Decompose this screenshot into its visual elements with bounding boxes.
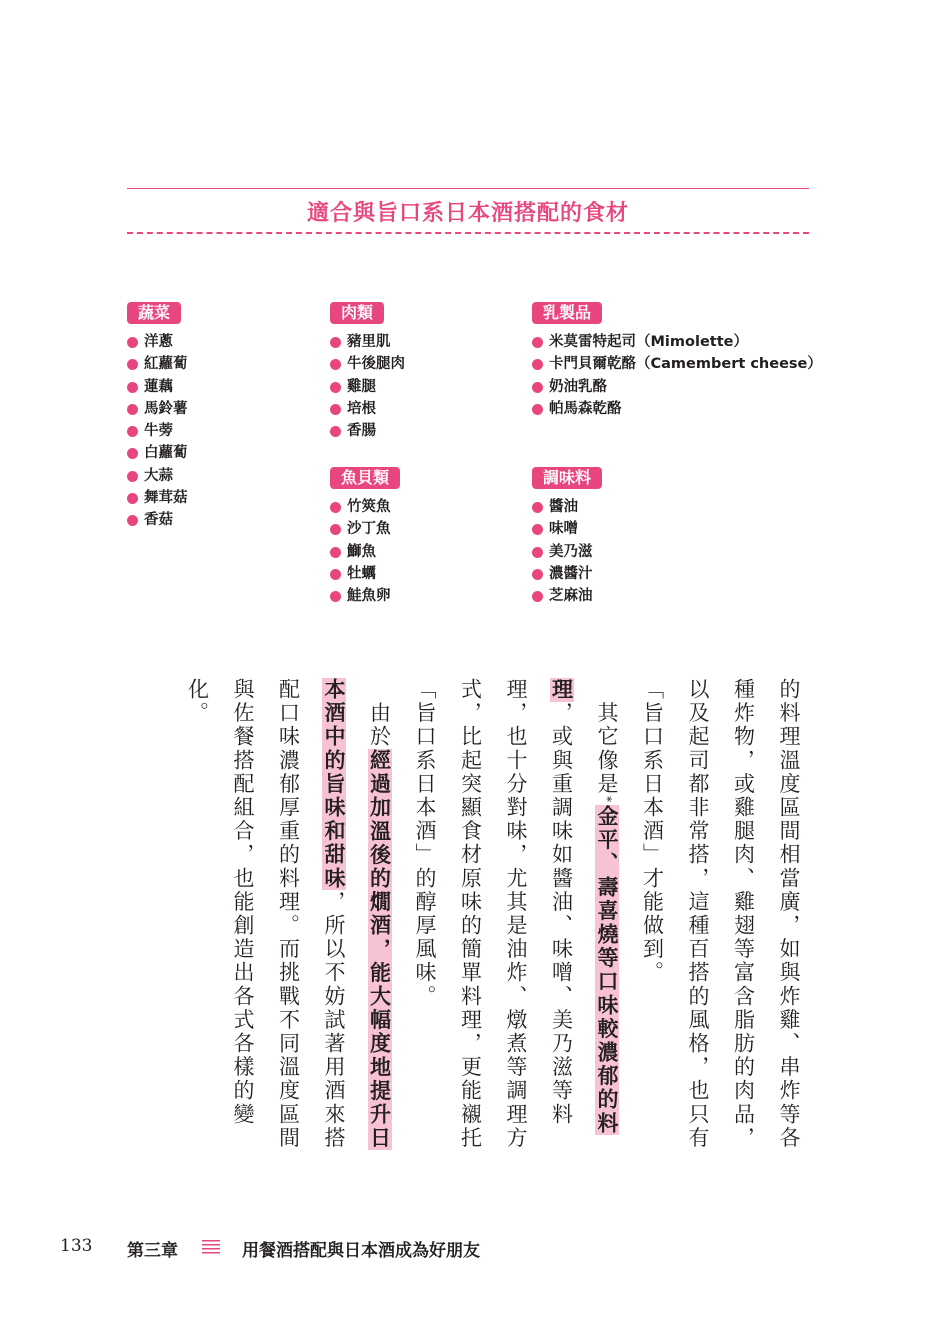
list-item: 豬里肌 [330,331,405,353]
vertical-body-text [174,678,811,1158]
category-label: 調味料 [532,467,602,489]
text-run: ，所以不妨試著用酒來搭配口味濃郁厚重的料理。而挑戰不同溫度區間與佐餐搭配組合，也能創造出各式各樣的變化。 [185,678,346,1151]
category-seasoning [532,467,602,607]
text-run: 其它像是 [595,701,619,797]
list-item: 白蘿蔔 [127,442,188,464]
list-item: 香腸 [330,420,405,442]
list-item: 沙丁魚 [330,518,400,540]
list-item: 牛蒡 [127,420,188,442]
list-item: 帕馬森乾酪 [532,398,822,420]
box-top-rule [127,188,809,189]
highlighted-phrase: 經過加溫後的燗酒，能大幅度地提升日本酒中的旨味和甜味 [322,678,392,1151]
chapter-label: 第三章 [127,1241,178,1261]
list-item: 香菇 [127,509,188,531]
ingredient-list [330,331,405,442]
lines-ornament-icon [202,1239,220,1256]
list-item: 馬鈴薯 [127,398,188,420]
text-run: 由於 [367,701,392,749]
chapter-title: 用餐酒搭配與日本酒成為好朋友 [242,1241,480,1261]
list-item: 洋蔥 [127,331,188,353]
category-dairy [532,302,822,420]
text-run: 的料理溫度區間相當廣，如與炸雞、串炸等各種炸物，或雞腿肉、雞翅等富含脂肪的肉品，以及起司都非常搭，這種百搭的風格，也只有「旨口系日本酒」才能做到。 [640,678,801,1150]
list-item: 培根 [330,398,405,420]
page-footer [0,1236,937,1261]
highlighted-phrase: 金平、壽喜燒等口味較濃郁的料理 [549,678,619,1136]
list-item: 大蒜 [127,465,188,487]
list-item: 芝麻油 [532,585,602,607]
list-item: 牡蠣 [330,563,400,585]
paragraph [174,678,402,1158]
text-run: ，或與重調味如醬油、味噌、美乃滋等料理，也十分對味，尤其是油炸、燉煮等調理方式，比起突顯食材原味的簡單料理，更能襯托「旨口系日本酒」的醇厚風味。 [413,678,574,1150]
list-item: 卡門貝爾乾酪（Camembert cheese） [532,353,822,375]
ingredient-list [532,331,822,420]
box-title: 適合與旨口系日本酒搭配的食材 [306,201,629,226]
category-meat [330,302,405,442]
list-item: 奶油乳酪 [532,376,822,398]
paragraph [402,678,630,1158]
list-item: 美乃滋 [532,541,602,563]
page-number: 133 [60,1236,93,1256]
category-label: 魚貝類 [330,467,400,489]
category-label: 乳製品 [532,302,602,324]
paragraph [629,678,811,1158]
footnote-mark: * [600,796,614,805]
category-seafood [330,467,400,607]
list-item: 雞腿 [330,376,405,398]
ingredient-list [127,331,188,532]
list-item: 鮭魚卵 [330,585,400,607]
ingredient-list [330,496,400,607]
box-dashed-rule [127,232,809,234]
list-item: 蓮藕 [127,376,188,398]
list-item: 舞茸菇 [127,487,188,509]
category-label: 蔬菜 [127,302,181,324]
category-vegetables [127,302,188,532]
list-item: 濃醬汁 [532,563,602,585]
list-item: 米莫雷特起司（Mimolette） [532,331,822,353]
ingredient-list [532,496,602,607]
list-item: 牛後腿肉 [330,353,405,375]
category-label: 肉類 [330,302,384,324]
list-item: 竹筴魚 [330,496,400,518]
list-item: 鰤魚 [330,541,400,563]
list-item: 紅蘿蔔 [127,353,188,375]
list-item: 醬油 [532,496,602,518]
list-item: 味噌 [532,518,602,540]
